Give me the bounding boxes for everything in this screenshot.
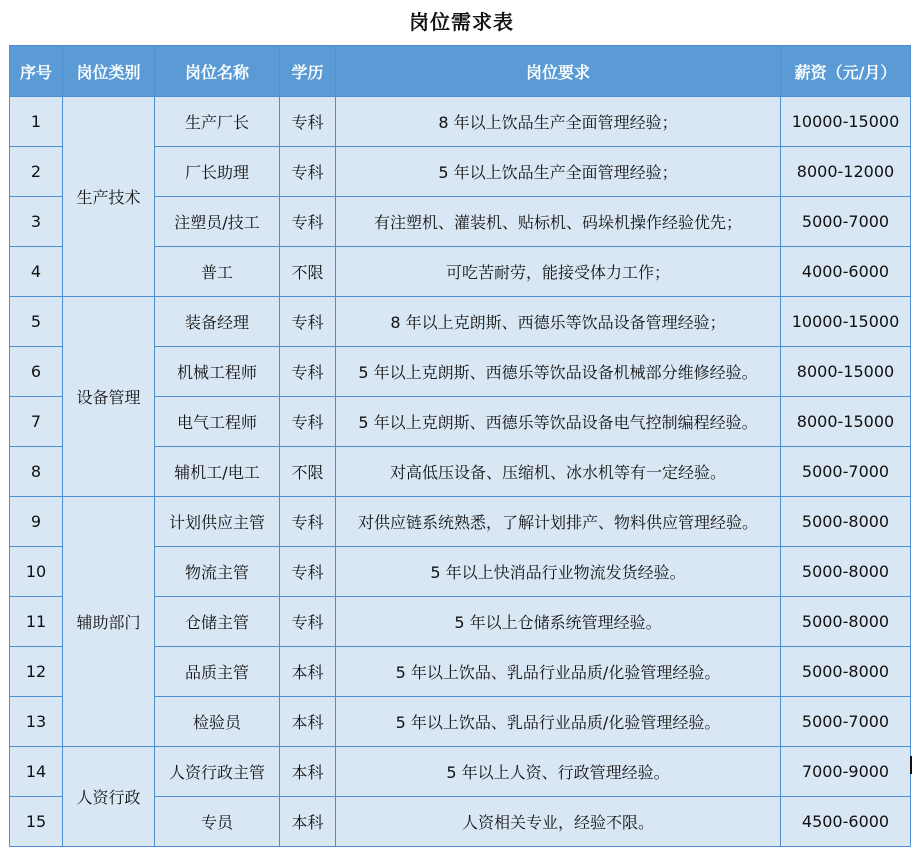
cell-requirement: 5 年以上饮品、乳品行业品质/化验管理经验。 [336,697,781,747]
cell-name: 生产厂长 [155,97,280,147]
cell-requirement: 人资相关专业，经验不限。 [336,797,781,847]
cell-salary: 5000-8000 [781,597,911,647]
cell-requirement: 8 年以上饮品生产全面管理经验； [336,97,781,147]
cell-requirement: 5 年以上人资、行政管理经验。 [336,747,781,797]
cell-education: 专科 [280,297,336,347]
cell-category: 人资行政 [63,747,155,847]
cell-no: 14 [10,747,63,797]
cell-no: 1 [10,97,63,147]
cell-salary: 5000-7000 [781,197,911,247]
cell-salary: 4500-6000 [781,797,911,847]
table-row [10,497,911,547]
cell-requirement: 8 年以上克朗斯、西德乐等饮品设备管理经验； [336,297,781,347]
cell-no: 13 [10,697,63,747]
table-row [10,97,911,147]
cell-name: 专员 [155,797,280,847]
cell-salary: 5000-8000 [781,497,911,547]
cell-requirement: 对供应链系统熟悉，了解计划排产、物料供应管理经验。 [336,497,781,547]
cell-education: 本科 [280,747,336,797]
header-row [10,46,911,97]
cell-education: 专科 [280,147,336,197]
cell-name: 物流主管 [155,547,280,597]
cell-education: 不限 [280,447,336,497]
page-title: 岗位需求表 [409,10,514,34]
table-row [10,297,911,347]
cell-requirement: 对高低压设备、压缩机、冰水机等有一定经验。 [336,447,781,497]
cell-education: 不限 [280,247,336,297]
cell-requirement: 5 年以上饮品生产全面管理经验； [336,147,781,197]
cell-education: 本科 [280,647,336,697]
header-education: 学历 [280,46,336,97]
cell-no: 11 [10,597,63,647]
cell-no: 2 [10,147,63,197]
cell-salary: 7000-9000 [781,747,911,797]
table-row [10,747,911,797]
cell-salary: 5000-7000 [781,697,911,747]
cell-education: 本科 [280,697,336,747]
cell-no: 15 [10,797,63,847]
cell-education: 专科 [280,497,336,547]
cell-no: 8 [10,447,63,497]
header-requirement: 岗位要求 [336,46,781,97]
cell-category: 设备管理 [63,297,155,497]
cell-requirement: 5 年以上克朗斯、西德乐等饮品设备机械部分维修经验。 [336,347,781,397]
cell-education: 专科 [280,97,336,147]
cell-no: 10 [10,547,63,597]
cell-salary: 5000-7000 [781,447,911,497]
edge-mark [910,756,912,774]
cell-name: 电气工程师 [155,397,280,447]
cell-salary: 8000-12000 [781,147,911,197]
cell-name: 检验员 [155,697,280,747]
cell-no: 6 [10,347,63,397]
cell-salary: 10000-15000 [781,97,911,147]
cell-name: 机械工程师 [155,347,280,397]
header-no: 序号 [10,46,63,97]
cell-name: 注塑员/技工 [155,197,280,247]
cell-requirement: 可吃苦耐劳，能接受体力工作； [336,247,781,297]
cell-requirement: 5 年以上仓储系统管理经验。 [336,597,781,647]
header-salary: 薪资（元/月） [781,46,911,97]
cell-salary: 5000-8000 [781,647,911,697]
cell-salary: 5000-8000 [781,547,911,597]
cell-no: 12 [10,647,63,697]
cell-no: 9 [10,497,63,547]
header-name: 岗位名称 [155,46,280,97]
job-requirements-table [9,45,911,847]
cell-name: 人资行政主管 [155,747,280,797]
cell-requirement: 5 年以上快消品行业物流发货经验。 [336,547,781,597]
cell-salary: 8000-15000 [781,347,911,397]
cell-requirement: 5 年以上克朗斯、西德乐等饮品设备电气控制编程经验。 [336,397,781,447]
cell-name: 辅机工/电工 [155,447,280,497]
cell-salary: 10000-15000 [781,297,911,347]
cell-name: 品质主管 [155,647,280,697]
cell-salary: 8000-15000 [781,397,911,447]
cell-education: 专科 [280,547,336,597]
cell-no: 7 [10,397,63,447]
cell-name: 普工 [155,247,280,297]
cell-name: 仓储主管 [155,597,280,647]
cell-no: 5 [10,297,63,347]
cell-education: 本科 [280,797,336,847]
cell-name: 计划供应主管 [155,497,280,547]
cell-requirement: 5 年以上饮品、乳品行业品质/化验管理经验。 [336,647,781,697]
cell-education: 专科 [280,347,336,397]
cell-requirement: 有注塑机、灌装机、贴标机、码垛机操作经验优先； [336,197,781,247]
cell-no: 4 [10,247,63,297]
cell-category: 辅助部门 [63,497,155,747]
cell-education: 专科 [280,397,336,447]
cell-name: 装备经理 [155,297,280,347]
cell-education: 专科 [280,597,336,647]
cell-no: 3 [10,197,63,247]
cell-education: 专科 [280,197,336,247]
cell-salary: 4000-6000 [781,247,911,297]
cell-category: 生产技术 [63,97,155,297]
cell-name: 厂长助理 [155,147,280,197]
header-category: 岗位类别 [63,46,155,97]
